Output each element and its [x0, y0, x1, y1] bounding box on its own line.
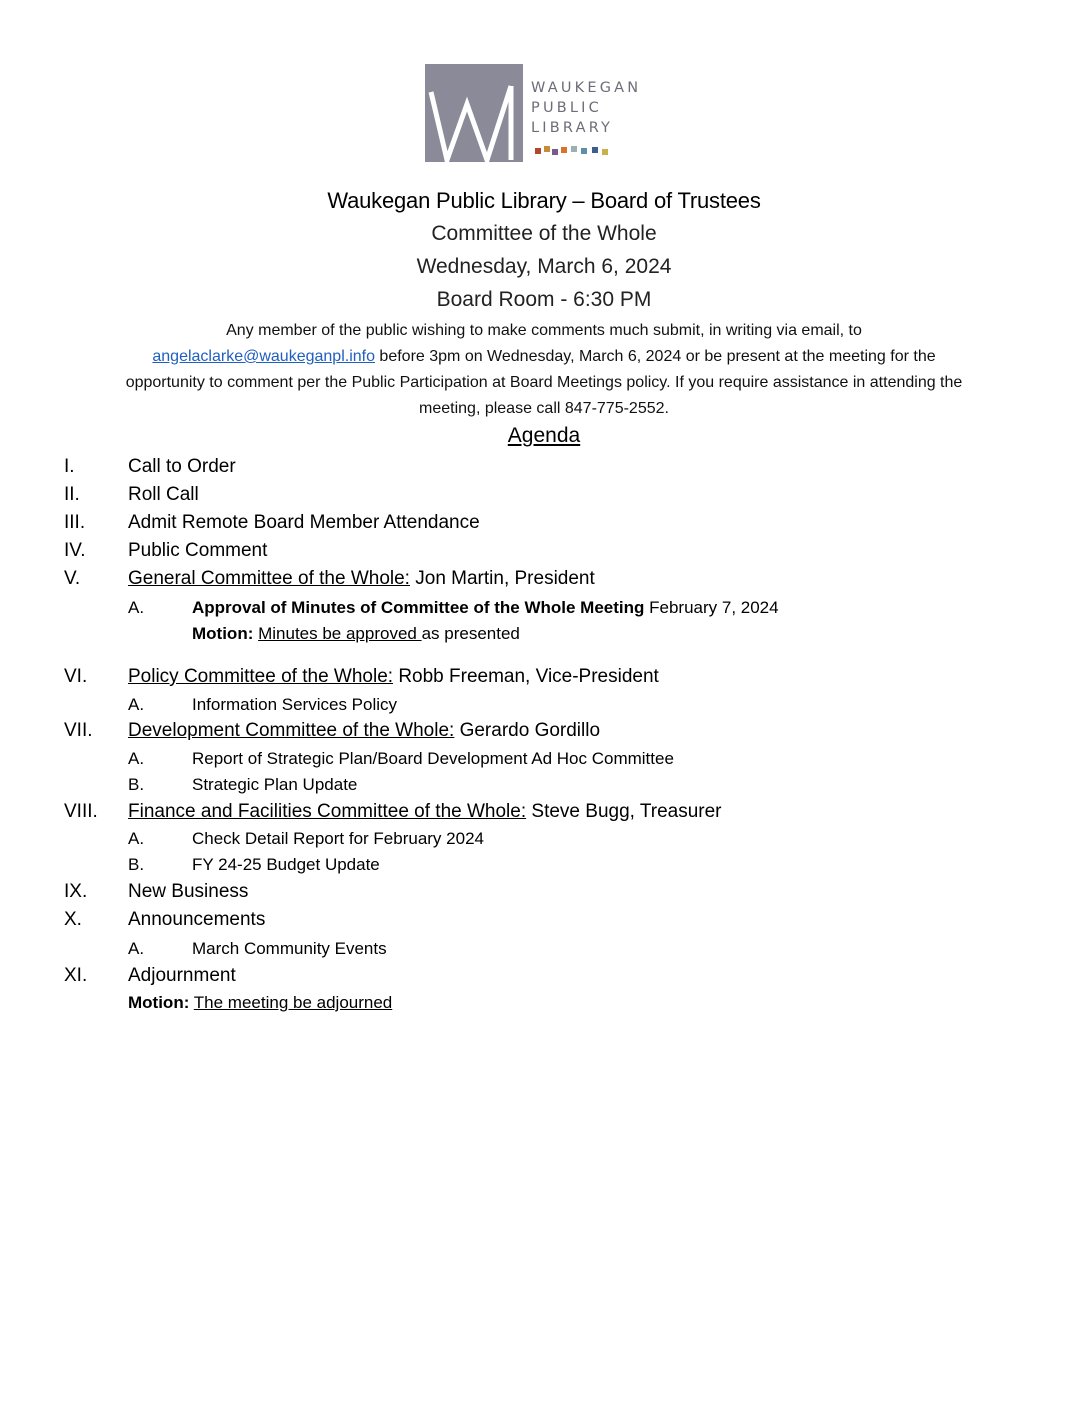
logo-square [602, 149, 608, 155]
item-number: I. [64, 456, 75, 477]
committee-name: Committee of the Whole [431, 222, 657, 245]
agenda-item: Public Comment [128, 540, 268, 561]
notice-line: opportunity to comment per the Public Participation at Board Meetings policy. If you require assistance in attending the [125, 374, 963, 391]
item-number: IV. [64, 540, 86, 561]
agenda-item: New Business [128, 881, 249, 902]
notice-line: Any member of the public wishing to make comments much submit, in writing via email, to [226, 322, 862, 339]
agenda-item: Admit Remote Board Member Attendance [128, 512, 480, 533]
item-number: III. [64, 512, 86, 533]
agenda-item [128, 801, 722, 823]
sub-item: Check Detail Report for February 2024 [192, 829, 484, 848]
sub-letter: B. [128, 855, 145, 874]
logo-line-3: LIBRARY [531, 120, 614, 136]
sub-item [192, 598, 779, 618]
sub-letter: A. [128, 695, 145, 714]
motion-line [192, 624, 520, 644]
logo-square [535, 148, 541, 154]
item-number: VIII. [64, 801, 98, 822]
logo-square [592, 147, 598, 153]
agenda-item [128, 666, 659, 688]
agenda-item: Call to Order [128, 456, 236, 477]
public-comment-notice [60, 318, 1028, 422]
item-number: VII. [64, 720, 93, 741]
sub-letter: A. [128, 598, 145, 617]
item-number: XI. [64, 965, 88, 986]
motion-rest: as presented [421, 624, 520, 643]
section-title: General Committee of the Whole: [128, 568, 410, 589]
notice-line: meeting, please call 847-775-2552. [419, 400, 669, 417]
agenda-item: Adjournment [128, 965, 236, 986]
item-number: VI. [64, 666, 88, 687]
item-number: X. [64, 909, 82, 930]
w-letter-icon [425, 64, 523, 162]
motion-text: The meeting be adjourned [193, 993, 393, 1012]
section-title: Policy Committee of the Whole: [128, 666, 394, 687]
sub-letter: A. [128, 939, 145, 958]
notice-line [60, 344, 1028, 370]
logo-square [561, 147, 567, 153]
motion-text: Minutes be approved [258, 624, 422, 643]
meeting-date: Wednesday, March 6, 2024 [416, 255, 672, 278]
motion-label: Motion: [192, 624, 254, 643]
agenda-heading: Agenda [507, 424, 581, 447]
document-title: Waukegan Public Library – Board of Trustees [327, 188, 761, 213]
section-chair: Jon Martin, President [409, 568, 595, 589]
logo-line-2: PUBLIC [531, 100, 602, 116]
logo-w-mark [425, 64, 523, 162]
logo-line-1: WAUKEGAN [531, 80, 642, 96]
sub-item: Information Services Policy [192, 695, 398, 714]
sub-letter: A. [128, 749, 145, 768]
agenda-item: Roll Call [128, 484, 199, 505]
sub-item-text: February 7, 2024 [644, 598, 779, 617]
item-number: V. [64, 568, 81, 589]
section-chair: Robb Freeman, Vice-President [393, 666, 659, 687]
sub-letter: B. [128, 775, 145, 794]
section-title: Finance and Facilities Committee of the Whole: [128, 801, 527, 822]
agenda-item [128, 568, 595, 590]
section-title: Development Committee of the Whole: [128, 720, 455, 741]
logo-wordmark [531, 78, 641, 138]
sub-letter: A. [128, 829, 145, 848]
motion-label: Motion: [128, 993, 190, 1012]
email-link[interactable]: angelaclarke@waukeganpl.info [152, 348, 375, 365]
library-logo [425, 64, 685, 164]
logo-square [552, 149, 558, 155]
item-number: IX. [64, 881, 88, 902]
agenda-item [128, 720, 600, 742]
section-chair: Gerardo Gordillo [454, 720, 601, 741]
item-number: II. [64, 484, 80, 505]
sub-item: March Community Events [192, 939, 387, 958]
section-chair: Steve Bugg, Treasurer [526, 801, 722, 822]
logo-square [571, 146, 577, 152]
logo-square [581, 148, 587, 154]
sub-item-bold: Approval of Minutes of Committee of the Whole Meeting [192, 598, 645, 617]
sub-item: FY 24-25 Budget Update [192, 855, 380, 874]
notice-text: before 3pm on Wednesday, March 6, 2024 or be present at the meeting for the [374, 348, 936, 365]
meeting-location: Board Room - 6:30 PM [436, 288, 652, 311]
logo-square [544, 146, 550, 152]
agenda-item: Announcements [128, 909, 266, 930]
sub-item: Strategic Plan Update [192, 775, 358, 794]
sub-item: Report of Strategic Plan/Board Development Ad Hoc Committee [192, 749, 674, 768]
motion-line [128, 993, 392, 1013]
